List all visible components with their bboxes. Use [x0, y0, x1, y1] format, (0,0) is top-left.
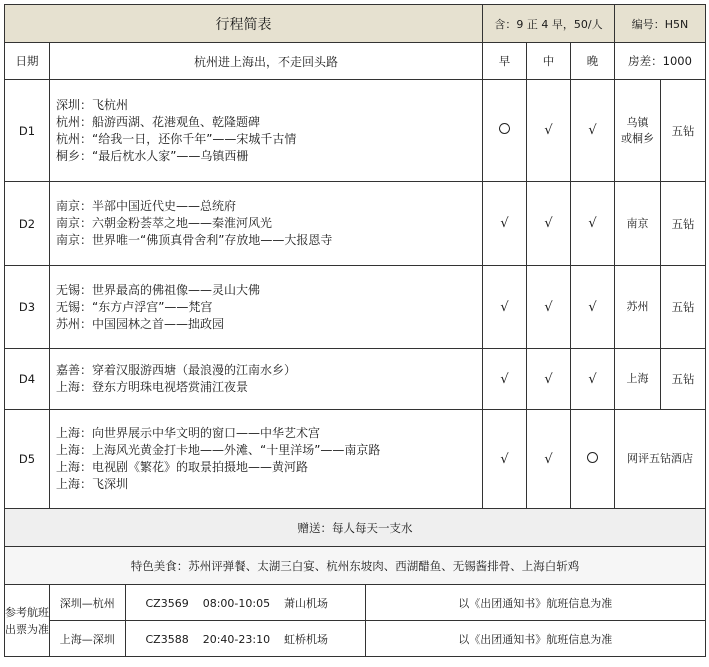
- food-row: [5, 547, 706, 585]
- activity-item: 无锡：“东方卢浮宫”——梵宫: [56, 299, 213, 314]
- activity-item: 上海：飞深圳: [56, 477, 129, 491]
- subheader-row: [5, 43, 706, 80]
- activity-item: 深圳：飞杭州: [56, 97, 129, 112]
- lunch-mark: √: [527, 266, 571, 349]
- activity-item: 杭州：船游西湖、花港观鱼、乾隆题碑: [56, 114, 261, 129]
- activity-item: 南京：六朝金粉荟萃之地——秦淮河风光: [56, 216, 273, 230]
- gift-text: 赠送：每人每天一支水: [5, 509, 706, 547]
- gift-row: [5, 509, 706, 547]
- dinner-mark: [571, 410, 615, 509]
- flight-info: CZ3569 08:00-10:05 萧山机场: [125, 585, 365, 620]
- circle-icon: [499, 123, 510, 134]
- hotel-rating: 五钻: [661, 349, 706, 410]
- flight-label: 参考航班 出票为准: [5, 585, 50, 657]
- day-label: D5: [5, 410, 50, 509]
- includes-text: 含：9 正 4 早，50/人: [483, 5, 615, 43]
- flight-route: 上海—深圳: [50, 621, 125, 656]
- breakfast-mark: √: [483, 410, 527, 509]
- food-text: 特色美食：苏州评弹餐、太湖三白宴、杭州东坡肉、西湖醋鱼、无锡酱排骨、上海白斩鸡: [5, 547, 706, 585]
- lunch-mark: √: [527, 410, 571, 509]
- dinner-mark: √: [571, 182, 615, 266]
- circle-icon: [587, 452, 598, 463]
- day-activities: [50, 182, 483, 266]
- day-activities: [50, 349, 483, 410]
- breakfast-mark: √: [483, 349, 527, 410]
- lunch-mark: √: [527, 80, 571, 182]
- lunch-mark: √: [527, 349, 571, 410]
- activity-item: 嘉善：穿着汉服游西塘（最浪漫的江南水乡）: [56, 363, 297, 377]
- date-label: 日期: [5, 43, 50, 80]
- code-text: 编号：H5N: [615, 5, 706, 43]
- room-diff: 房差：1000: [615, 43, 706, 80]
- lunch-label: 中: [527, 43, 571, 80]
- day-label: D1: [5, 80, 50, 182]
- stay-city: 南京: [615, 182, 661, 266]
- activity-item: 上海：向世界展示中华文明的窗口——中华艺术宫: [56, 426, 321, 440]
- header-row: [5, 5, 706, 43]
- breakfast-mark: √: [483, 182, 527, 266]
- activity-item: 上海：电视剧《繁花》的取景拍摄地——黄河路: [56, 460, 309, 474]
- day-activities: [50, 410, 483, 509]
- flight-route: 深圳—杭州: [50, 585, 125, 620]
- day-row: [5, 182, 706, 266]
- hotel-rating: 五钻: [661, 80, 706, 182]
- activity-item: 无锡：世界最高的佛祖像——灵山大佛: [56, 282, 261, 297]
- stay-city: 上海: [615, 349, 661, 410]
- activity-item: 南京：半部中国近代史——总统府: [56, 199, 237, 213]
- day-label: D3: [5, 266, 50, 349]
- breakfast-mark: [483, 80, 527, 182]
- stay-city: 苏州: [615, 266, 661, 349]
- day-label: D4: [5, 349, 50, 410]
- day-activities: [50, 266, 483, 349]
- dinner-mark: √: [571, 266, 615, 349]
- breakfast-label: 早: [483, 43, 527, 80]
- dinner-mark: √: [571, 349, 615, 410]
- route-text: 杭州进上海出，不走回头路: [50, 43, 483, 80]
- activity-item: 桐乡：“最后枕水人家”——乌镇西栅: [56, 148, 249, 163]
- hotel-rating: 五钻: [661, 182, 706, 266]
- day-row: [5, 349, 706, 410]
- flight-note: 以《出团通知书》航班信息为准: [458, 596, 613, 610]
- activity-item: 南京：世界唯一“佛顶真骨舍利”存放地——大报恩寺: [56, 233, 333, 247]
- flight-info: CZ3588 20:40-23:10 虹桥机场: [125, 621, 365, 656]
- day-row: [5, 410, 706, 509]
- dinner-label: 晚: [571, 43, 615, 80]
- lunch-mark: √: [527, 182, 571, 266]
- flight-note: 以《出团通知书》航班信息为准: [458, 632, 613, 646]
- activity-item: 杭州：“给我一日，还你千年”——宋城千古情: [56, 131, 297, 146]
- table-title: 行程简表: [5, 5, 483, 43]
- day-activities: [50, 80, 483, 182]
- breakfast-mark: √: [483, 266, 527, 349]
- itinerary: [4, 4, 706, 657]
- flight-row: [5, 585, 706, 621]
- stay-hotel: 网评五钻酒店: [615, 410, 706, 509]
- activity-item: 苏州：中国园林之首——拙政园: [56, 316, 225, 331]
- day-row: [5, 80, 706, 182]
- flight-row: [5, 621, 706, 657]
- hotel-rating: 五钻: [661, 266, 706, 349]
- itinerary-table: [4, 4, 706, 657]
- activity-item: 上海：登东方明珠电视塔赏浦江夜景: [56, 380, 249, 394]
- day-row: [5, 266, 706, 349]
- stay-city: 乌镇 或桐乡: [615, 80, 661, 182]
- dinner-mark: √: [571, 80, 615, 182]
- day-label: D2: [5, 182, 50, 266]
- activity-item: 上海：上海风光黄金打卡地——外滩、“十里洋场”——南京路: [56, 443, 381, 457]
